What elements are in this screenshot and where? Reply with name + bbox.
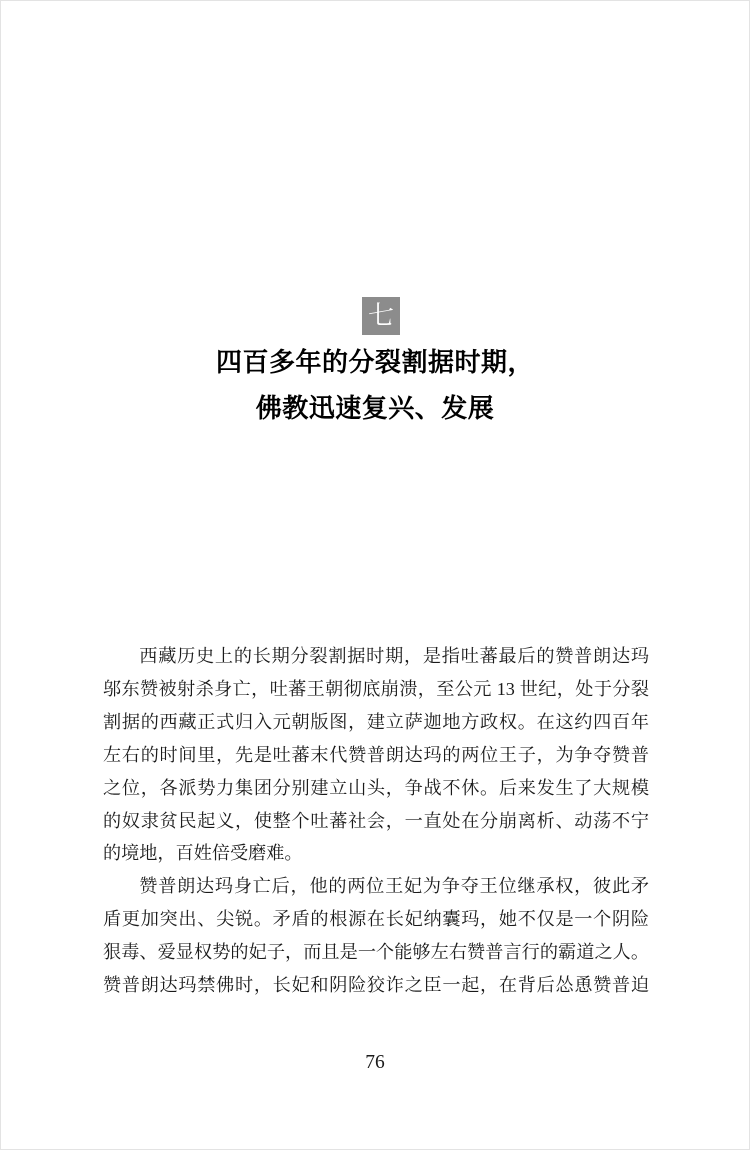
chapter-title xyxy=(1,340,749,432)
chapter-number-box xyxy=(362,297,400,335)
text-line: 赞普朗达玛身亡后，他的两位王妃为争夺王位继承权，彼此矛 xyxy=(139,876,649,897)
chapter-title-line-2: 佛教迅速复兴、发展 xyxy=(255,394,495,423)
text-line: 西藏历史上的长期分裂割据时期，是指吐蕃最后的赞普朗达玛 xyxy=(139,646,649,666)
text-line: 狠毒、爱显权势的妃子，而且是一个能够左右赞普言行的霸道之人。 xyxy=(103,942,649,963)
text-line: 邬东赞被射杀身亡，吐蕃王朝彻底崩溃，至公元 13 世纪，处于分裂 xyxy=(103,678,649,699)
text-line: 之位，各派势力集团分别建立山头，争战不休。后来发生了大规模 xyxy=(103,777,649,798)
text-line: 赞普朗达玛禁佛时，长妃和阴险狡诈之臣一起，在背后怂恿赞普迫 xyxy=(103,975,649,996)
chapter-number: 七 xyxy=(367,301,394,330)
text-line: 的奴隶贫民起义，使整个吐蕃社会，一直处在分崩离析、动荡不宁 xyxy=(103,810,649,831)
text-line: 盾更加突出、尖锐。矛盾的根源在长妃纳囊玛，她不仅是一个阴险 xyxy=(103,909,649,930)
page-number: 76 xyxy=(365,1052,385,1073)
text-line: 割据的西藏正式归入元朝版图，建立萨迦地方政权。在这约四百年 xyxy=(103,711,649,732)
chapter-title-line-1: 四百多年的分裂割据时期， xyxy=(215,348,534,377)
paragraph xyxy=(103,870,649,1002)
body-text xyxy=(103,640,649,1002)
text-line: 左右的时间里，先是吐蕃末代赞普朗达玛的两位王子，为争夺赞普 xyxy=(103,744,649,765)
paragraph xyxy=(103,640,649,870)
text-line: 的境地，百姓倍受磨难。 xyxy=(103,843,303,864)
